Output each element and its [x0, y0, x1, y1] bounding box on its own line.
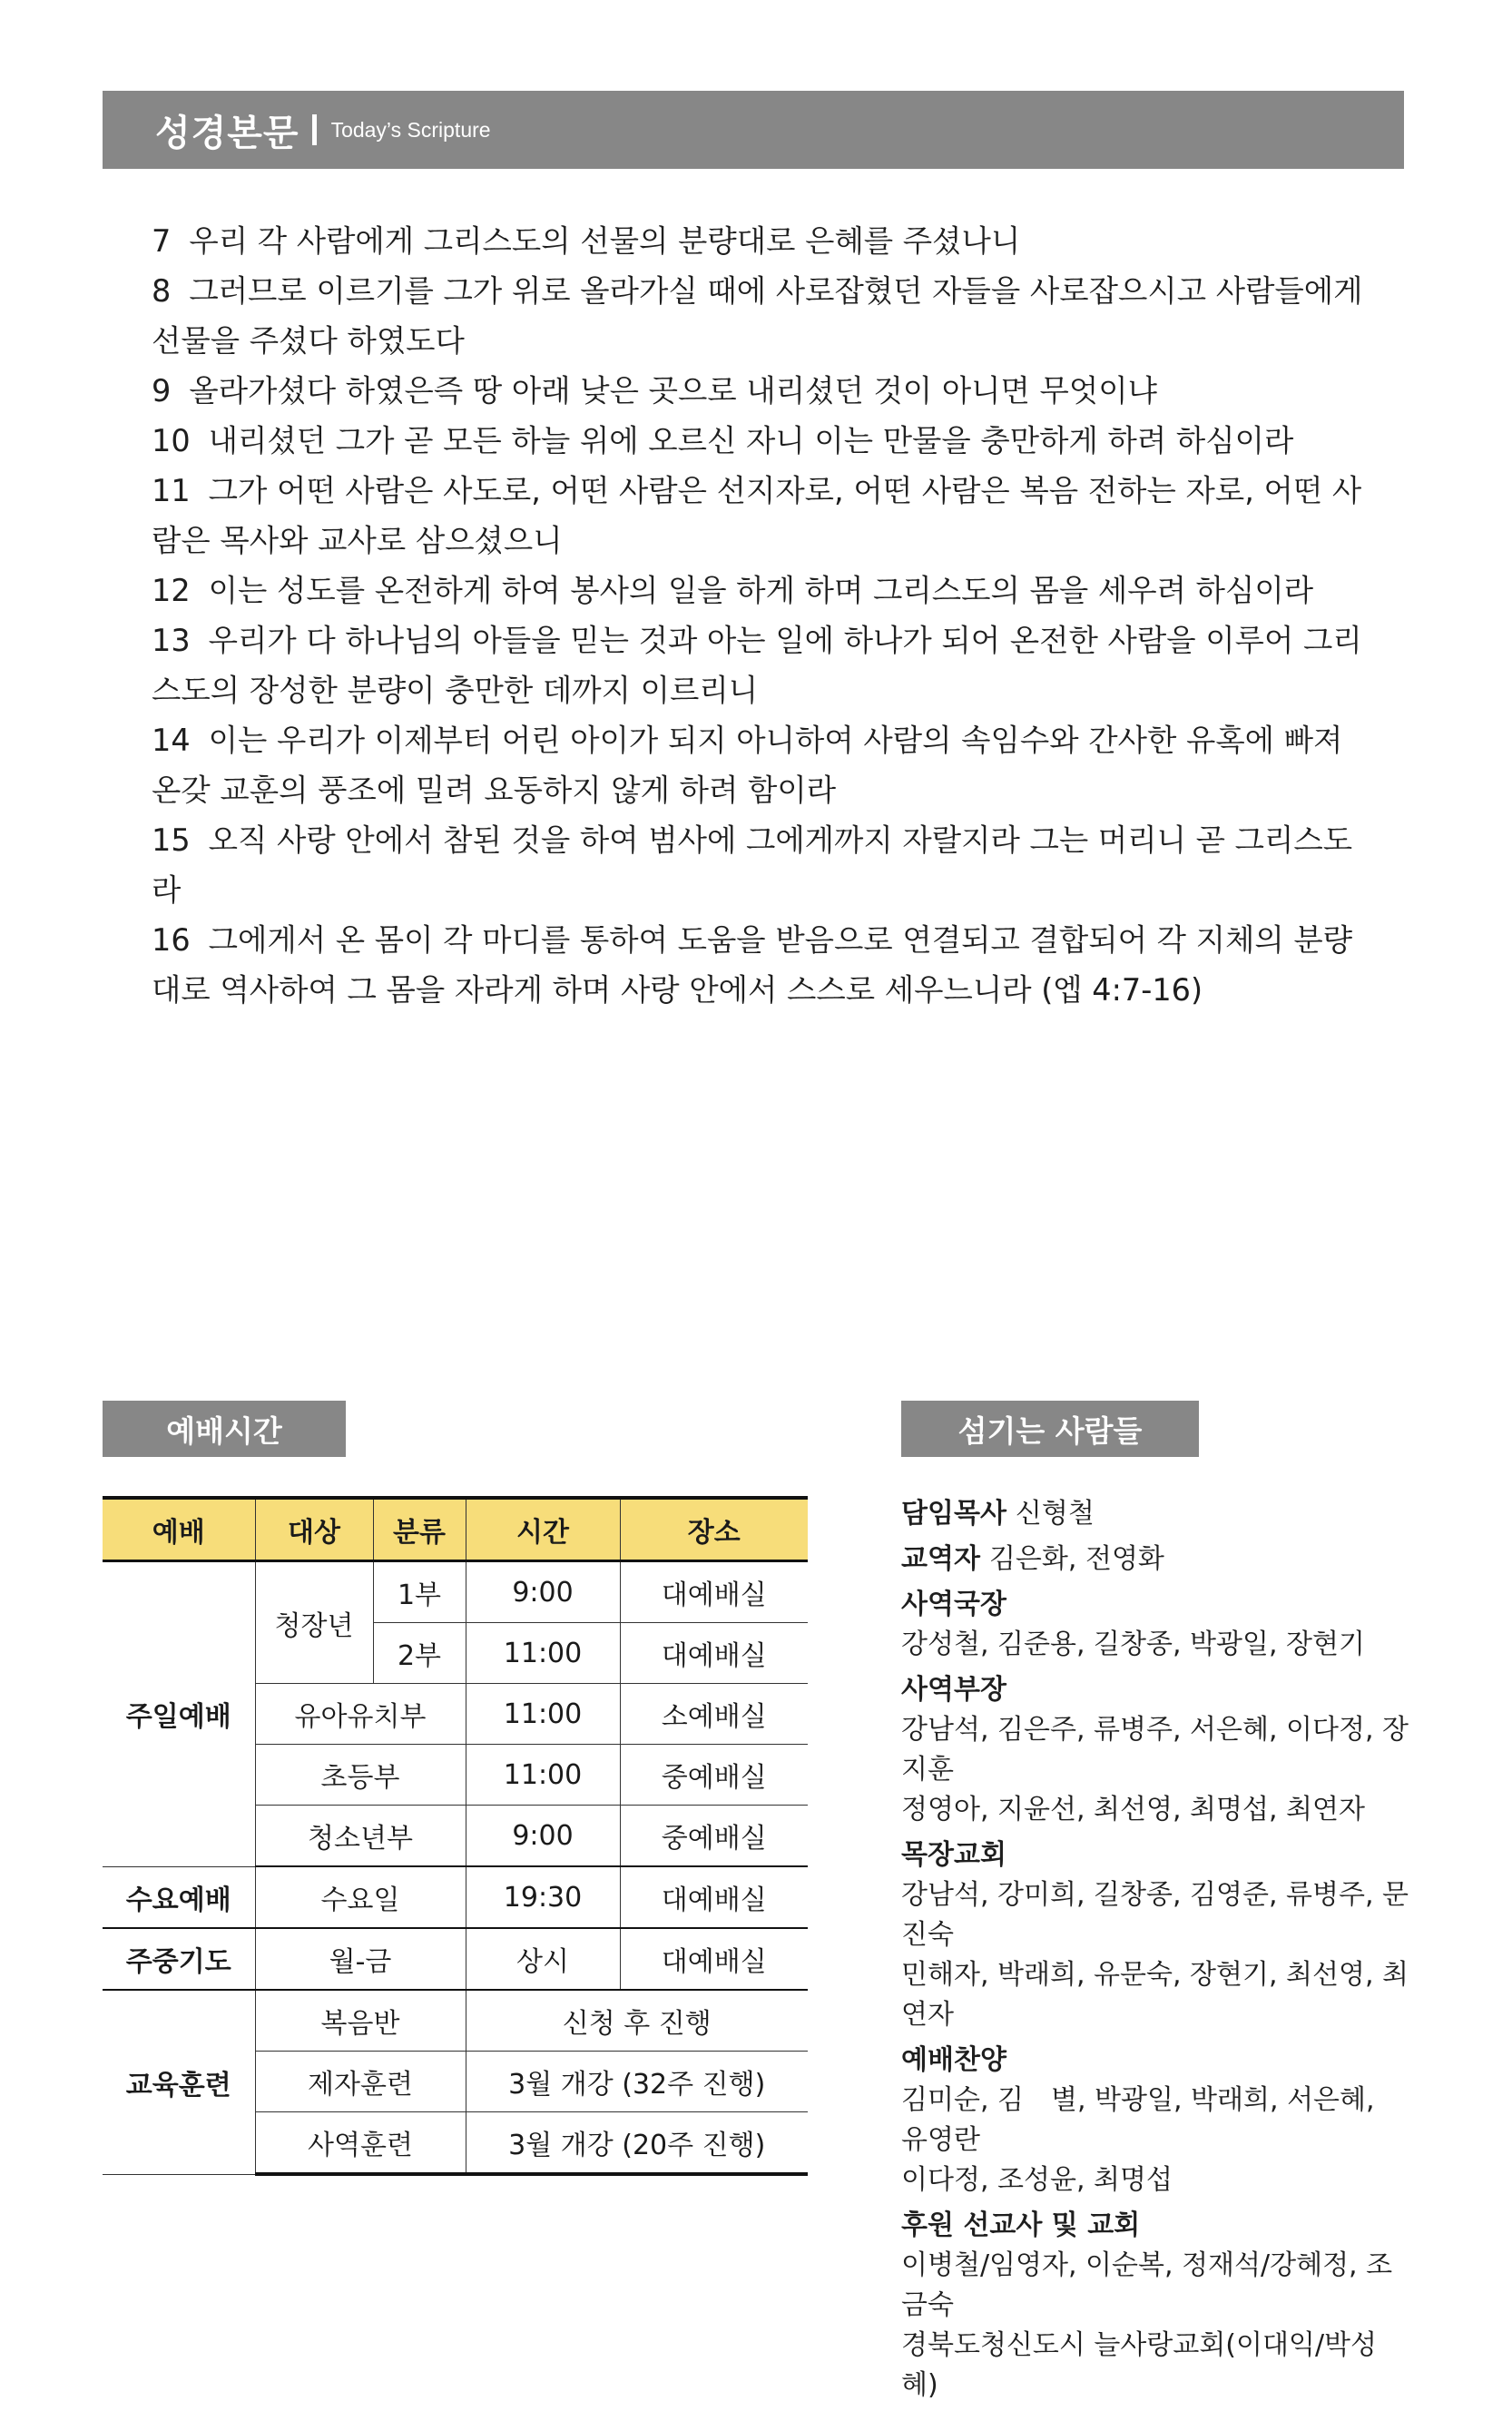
role-names: 강남석, 강미희, 길창종, 김영준, 류병주, 문진숙 — [901, 1879, 1409, 1951]
verse-number: 16 — [152, 922, 191, 958]
scripture-title: 성경본문 — [155, 112, 299, 154]
column-header: 대상 — [255, 1498, 373, 1561]
scripture-subtitle: Today’s Scripture — [330, 117, 491, 142]
service-label: 교육훈련 — [103, 1990, 255, 2174]
verse-number: 8 — [152, 273, 172, 309]
role-names: 경북도청신도시 늘사랑교회(이대익/박성혜) — [901, 2329, 1378, 2401]
time-cell: 11:00 — [466, 1684, 620, 1745]
verse-number: 11 — [152, 473, 191, 508]
target-cell: 사역훈련 — [255, 2112, 466, 2175]
role-missions — [901, 2206, 1409, 2406]
role-directors — [901, 1585, 1409, 1665]
verse-number: 9 — [152, 373, 172, 408]
service-label: 주일예배 — [103, 1561, 255, 1867]
service-label: 수요예배 — [103, 1866, 255, 1928]
time-cell: 9:00 — [466, 1561, 620, 1623]
role-shepherds — [901, 1835, 1409, 2035]
verse-number: 12 — [152, 573, 191, 608]
target-cell: 유아유치부 — [255, 1684, 466, 1745]
role-title: 사역국장 — [901, 1589, 1006, 1620]
role-names: 민해자, 박래희, 유문숙, 장현기, 최선영, 최연자 — [901, 1959, 1409, 2031]
note-cell: 신청 후 진행 — [466, 1990, 808, 2052]
target-cell: 청소년부 — [255, 1806, 466, 1867]
verse-number: 7 — [152, 223, 172, 259]
place-cell: 대예배실 — [620, 1561, 808, 1623]
verse-text: 올라가셨다 하였은즉 땅 아래 낮은 곳으로 내리셨던 것이 아니면 무엇이냐 — [189, 373, 1157, 408]
verse-number: 15 — [152, 822, 191, 858]
verse — [152, 715, 1368, 815]
role-deputies — [901, 1670, 1409, 1830]
verse-text: 오직 사랑 안에서 참된 것을 하여 범사에 그에게까지 자랄지라 그는 머리니 곧 그리스도라 — [152, 822, 1353, 908]
target-cell: 복음반 — [255, 1990, 466, 2052]
target-cell: 초등부 — [255, 1745, 466, 1806]
target-cell: 제자훈련 — [255, 2052, 466, 2112]
role-names: 이다정, 조성윤, 최명섭 — [901, 2164, 1173, 2196]
verse-text: 그러므로 이르기를 그가 위로 올라가실 때에 사로잡혔던 자들을 사로잡으시고 사람들에게 선물을 주셨다 하였도다 — [152, 273, 1363, 359]
part-cell: 1부 — [373, 1561, 466, 1623]
role-names: 강성철, 김준용, 길창종, 박광일, 장현기 — [901, 1629, 1365, 1660]
column-header: 장소 — [620, 1498, 808, 1561]
role-title: 후원 선교사 및 교회 — [901, 2209, 1141, 2241]
role-names: 강남석, 김은주, 류병주, 서은혜, 이다정, 장지훈 — [901, 1714, 1409, 1786]
place-cell: 대예배실 — [620, 1623, 808, 1684]
verse — [152, 566, 1368, 615]
scripture-header — [103, 91, 1404, 169]
place-cell: 대예배실 — [620, 1866, 808, 1928]
verse-number: 10 — [152, 423, 191, 458]
time-cell: 11:00 — [466, 1623, 620, 1684]
place-cell: 소예배실 — [620, 1684, 808, 1745]
time-cell: 9:00 — [466, 1806, 620, 1867]
role-names: 신형철 — [1015, 1498, 1095, 1530]
verse — [152, 366, 1368, 416]
column-header: 예배 — [103, 1498, 255, 1561]
verse-number: 13 — [152, 623, 191, 658]
role-names: 김미순, 김 별, 박광일, 박래희, 서은혜, 유영란 — [901, 2084, 1375, 2156]
worship-schedule-table — [103, 1496, 808, 2176]
target-cell: 청장년 — [255, 1561, 373, 1684]
role-title: 예배찬양 — [901, 2044, 1006, 2076]
part-cell: 2부 — [373, 1623, 466, 1684]
verse-text: 이는 우리가 이제부터 어린 아이가 되지 아니하여 사람의 속임수와 간사한 유혹에 빠져 온갖 교훈의 풍조에 밀려 요동하지 않게 하려 함이라 — [152, 723, 1343, 808]
target-cell: 월-금 — [255, 1928, 466, 1990]
verse — [152, 615, 1368, 715]
servers-list — [901, 1494, 1409, 2411]
column-header: 분류 — [373, 1498, 466, 1561]
note-cell: 3월 개강 (20주 진행) — [466, 2112, 808, 2175]
worship-time-header: 예배시간 — [103, 1401, 346, 1457]
time-cell: 19:30 — [466, 1866, 620, 1928]
verse — [152, 416, 1368, 466]
target-cell: 수요일 — [255, 1866, 466, 1928]
role-names: 정영아, 지윤선, 최선영, 최명섭, 최연자 — [901, 1794, 1365, 1825]
role-title: 사역부장 — [901, 1674, 1006, 1706]
verse-number: 14 — [152, 723, 191, 758]
table-row — [103, 1990, 808, 2052]
verse — [152, 815, 1368, 915]
table-row — [103, 1561, 808, 1623]
note-cell: 3월 개강 (32주 진행) — [466, 2052, 808, 2112]
verse — [152, 915, 1368, 1015]
place-cell: 대예배실 — [620, 1928, 808, 1990]
scripture-verses — [152, 216, 1368, 1015]
table-row — [103, 1928, 808, 1990]
role-names: 김은화, 전영화 — [988, 1543, 1164, 1575]
verse-text: 그가 어떤 사람은 사도로, 어떤 사람은 선지자로, 어떤 사람은 복음 전하는 자로, 어떤 사람은 목사와 교사로 삼으셨으니 — [152, 473, 1362, 558]
verse — [152, 266, 1368, 366]
place-cell: 중예배실 — [620, 1745, 808, 1806]
role-praise — [901, 2041, 1409, 2200]
role-senior-pastor — [901, 1494, 1409, 1534]
table-header-row — [103, 1498, 808, 1561]
column-header: 시간 — [466, 1498, 620, 1561]
role-title: 교역자 — [901, 1543, 980, 1575]
verse-text: 이는 성도를 온전하게 하여 봉사의 일을 하게 하며 그리스도의 몸을 세우려 하심이라 — [208, 573, 1314, 608]
time-cell: 상시 — [466, 1928, 620, 1990]
role-title: 담임목사 — [901, 1498, 1006, 1530]
role-title: 목장교회 — [901, 1839, 1006, 1871]
time-cell: 11:00 — [466, 1745, 620, 1806]
verse-text: 우리가 다 하나님의 아들을 믿는 것과 아는 일에 하나가 되어 온전한 사람을 이루어 그리스도의 장성한 분량이 충만한 데까지 이르리니 — [152, 623, 1362, 708]
verse-text: 우리 각 사람에게 그리스도의 선물의 분량대로 은혜를 주셨나니 — [189, 223, 1021, 259]
servers-header: 섬기는 사람들 — [901, 1401, 1199, 1457]
title-divider — [312, 114, 317, 145]
role-ministers — [901, 1540, 1409, 1579]
place-cell: 중예배실 — [620, 1806, 808, 1867]
role-names: 이병철/임영자, 이순복, 정재석/강혜정, 조금숙 — [901, 2249, 1393, 2321]
service-label: 주중기도 — [103, 1928, 255, 1990]
table-row — [103, 1866, 808, 1928]
verse — [152, 466, 1368, 566]
verse-text: 내리셨던 그가 곧 모든 하늘 위에 오르신 자니 이는 만물을 충만하게 하려 하심이라 — [208, 423, 1294, 458]
verse-text: 그에게서 온 몸이 각 마디를 통하여 도움을 받음으로 연결되고 결합되어 각 지체의 분량대로 역사하여 그 몸을 자라게 하며 사랑 안에서 스스로 세우느니라 (엡 4:7-16) — [152, 922, 1353, 1008]
verse — [152, 216, 1368, 266]
